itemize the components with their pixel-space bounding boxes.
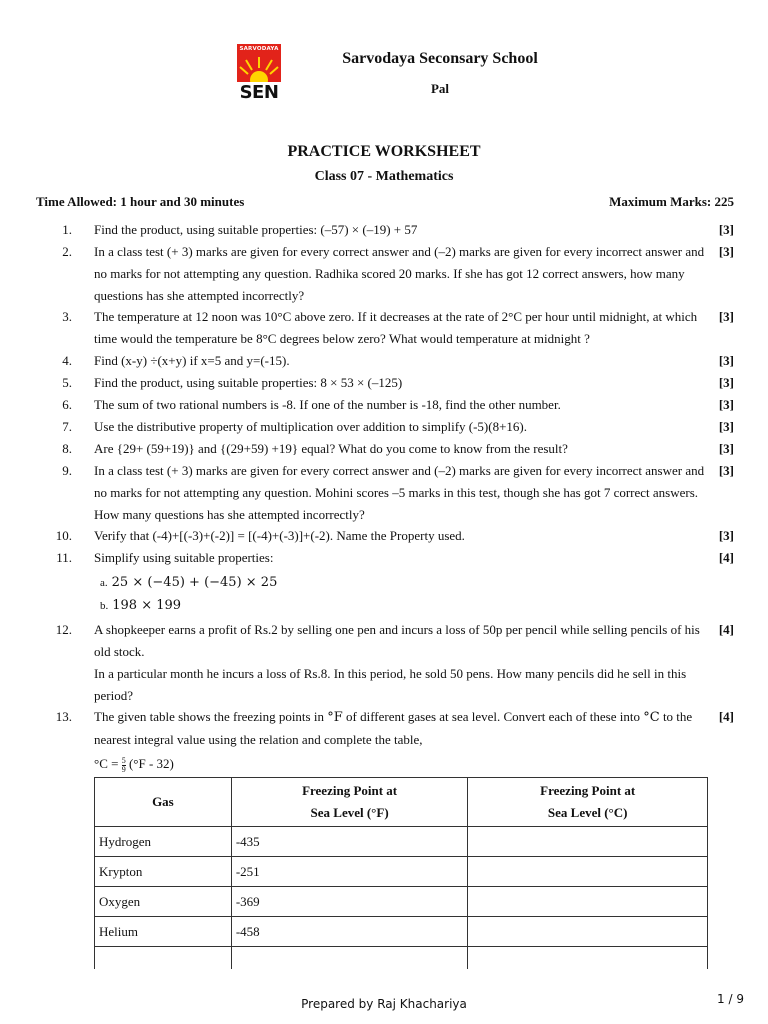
fraction-denominator: 9 [121, 764, 126, 774]
sub-question-b [100, 597, 181, 613]
table-header-fahrenheit [231, 778, 468, 827]
question-text [94, 706, 710, 751]
question-marks: [3] [718, 309, 734, 324]
question-number: 3. [62, 309, 72, 324]
table-row [95, 887, 708, 917]
fahrenheit-cell: -435 [231, 827, 468, 857]
sub-question-label: a. [100, 577, 108, 589]
table-row [95, 827, 708, 857]
celsius-cell[interactable] [468, 917, 708, 947]
fahrenheit-cell: -251 [231, 857, 468, 887]
question-text: Find the product, using suitable properties: (–57) × (–19) + 57 [94, 222, 418, 237]
question-marks: [3] [718, 222, 734, 237]
table-header-celsius [468, 778, 708, 827]
unit-celsius: °C [643, 710, 660, 725]
fahrenheit-cell: -458 [231, 917, 468, 947]
question-number: 7. [62, 419, 72, 434]
blank-cell [468, 947, 708, 970]
gas-cell: Krypton [95, 857, 232, 887]
table-row [95, 857, 708, 887]
question-number: 2. [62, 244, 72, 259]
page-number: 1 / 9 [717, 992, 744, 1006]
q13-text-b: of different gases at sea level. Convert each of these into [346, 709, 640, 724]
question-text: The temperature at 12 noon was 10°C above zero. If it decreases at the rate of 2°C per hour until midnight, at which time would the temperature be 8°C degrees below zero? What would temperature at midnight ? [94, 309, 698, 346]
question-marks: [3] [718, 375, 734, 390]
question-number: 12. [55, 622, 72, 637]
school-logo [237, 44, 281, 102]
q13-text-a: The given table shows the freezing points in [94, 709, 324, 724]
header-line: Freezing Point at [302, 783, 398, 798]
question-number: 5. [62, 375, 72, 390]
fahrenheit-cell: -369 [231, 887, 468, 917]
question-marks: [3] [718, 463, 734, 478]
conversion-formula [94, 753, 710, 775]
question-text: Simplify using suitable properties: [94, 550, 274, 565]
question-number: 6. [62, 397, 72, 412]
question-text: Are {29+ (59+19)} and {(29+59) +19} equal? What do you come to know from the result? [94, 441, 568, 456]
question-marks: [4] [718, 550, 734, 565]
question-marks: [3] [718, 397, 734, 412]
question-text: Find (x-y) ÷(x+y) if x=5 and y=(-15). [94, 353, 290, 368]
sun-icon [237, 54, 281, 82]
time-allowed: Time Allowed: 1 hour and 30 minutes [36, 194, 245, 209]
prepared-by: Prepared by Raj Khachariya [301, 997, 467, 1011]
question-marks: [3] [718, 419, 734, 434]
question-number: 4. [62, 353, 72, 368]
question-number: 10. [55, 528, 72, 543]
celsius-cell[interactable] [468, 827, 708, 857]
question-marks: [3] [718, 353, 734, 368]
question-marks: [4] [718, 709, 734, 724]
gas-cell: Hydrogen [95, 827, 232, 857]
gas-cell: Helium [95, 917, 232, 947]
question-text: The sum of two rational numbers is -8. If one of the number is -18, find the other number. [94, 397, 561, 412]
question-number: 1. [62, 222, 72, 237]
maximum-marks: Maximum Marks: 225 [609, 194, 734, 209]
blank-cell [95, 947, 232, 970]
header-line: Freezing Point at [540, 783, 636, 798]
question-text: In a class test (+ 3) marks are given for every correct answer and (–2) marks are given for every incorrect answer and no marks for not attempting any question. Radhika scored 20 marks. If she has got 12 correct answers, how many questions has she attempted incorrectly? [94, 244, 705, 303]
unit-fahrenheit: °F [327, 710, 343, 725]
question-text: Use the distributive property of multiplication over addition to simplify (-5)(8+16). [94, 419, 527, 434]
question-number: 8. [62, 441, 72, 456]
table-row [95, 917, 708, 947]
header-line: Sea Level (°F) [310, 805, 389, 820]
school-city: Pal [430, 81, 450, 96]
question-marks: [4] [718, 622, 734, 637]
logo-brand: SEN [239, 82, 279, 103]
question-number: 11. [56, 550, 72, 565]
celsius-cell[interactable] [468, 857, 708, 887]
q13-text-c: to the nearest integral value using the relation and complete the table, [94, 709, 693, 747]
question-marks: [3] [718, 244, 734, 259]
question-text: A shopkeeper earns a profit of Rs.2 by selling one pen and incurs a loss of 50p per pencil while selling pencils of his old stock. [94, 622, 700, 659]
freezing-point-table [94, 777, 708, 969]
question-text: Verify that (-4)+[(-3)+(-2)] = [(-4)+(-3)]+(-2). Name the Property used. [94, 528, 465, 543]
table-header-row [95, 778, 708, 827]
sub-question-expr: 25 × (−45) + (−45) × 25 [111, 575, 278, 590]
sub-question-a [100, 574, 277, 590]
logo-tag: SARVODAYA [237, 44, 281, 54]
question-text: Find the product, using suitable properties: 8 × 53 × (–125) [94, 375, 403, 390]
celsius-cell[interactable] [468, 887, 708, 917]
worksheet-title: PRACTICE WORKSHEET [287, 143, 481, 160]
blank-cell [231, 947, 468, 970]
question-number: 9. [62, 463, 72, 478]
formula-lhs: °C = [94, 756, 119, 771]
question-number: 13. [55, 709, 72, 724]
formula-fraction [122, 757, 126, 774]
fraction-numerator: 5 [121, 755, 126, 765]
sub-question-label: b. [100, 600, 109, 612]
table-header-gas: Gas [95, 778, 232, 827]
question-marks: [3] [718, 441, 734, 456]
sub-question-expr: 198 × 199 [112, 598, 182, 613]
header-line: Sea Level (°C) [547, 805, 628, 820]
worksheet-subtitle: Class 07 - Mathematics [314, 169, 454, 184]
gas-cell: Oxygen [95, 887, 232, 917]
table-row-blank [95, 947, 708, 970]
school-name: Sarvodaya Seconsary School [342, 50, 538, 67]
question-marks: [3] [718, 528, 734, 543]
formula-rhs: (°F - 32) [128, 756, 174, 771]
question-text: In a class test (+ 3) marks are given for every correct answer and (–2) marks are given for every incorrect answer and no marks for not attempting any question. Mohini scores –5 marks in this test, though she has got 7 correct answers. How many questions has she attempted incorrectly? [94, 463, 705, 522]
question-text-continued: In a particular month he incurs a loss of Rs.8. In this period, he sold 50 pens. How many pencils did he sell in this period? [94, 666, 687, 703]
